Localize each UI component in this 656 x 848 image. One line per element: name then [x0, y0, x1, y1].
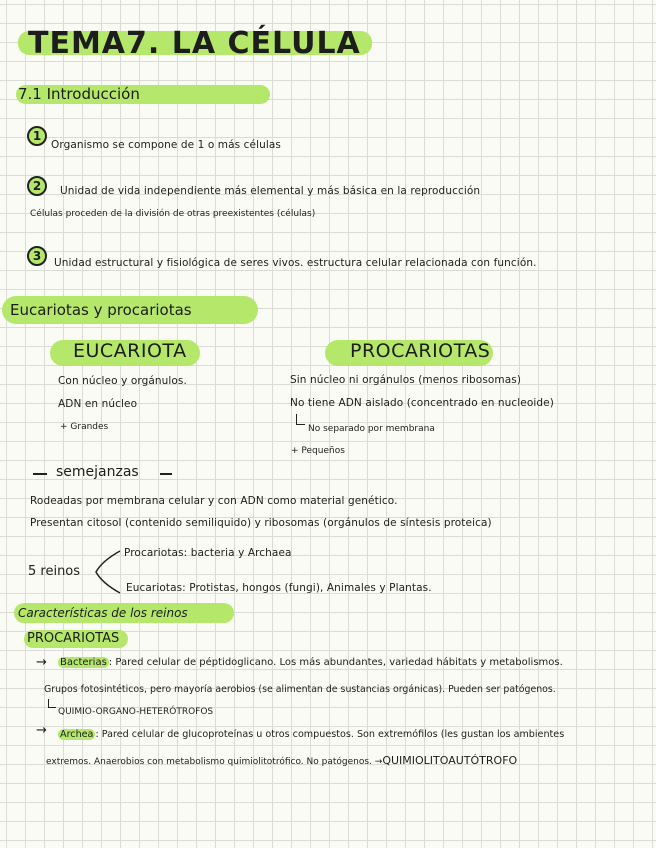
intro-heading: 7.1 Introducción [18, 85, 140, 103]
corner-arrow-icon [296, 414, 305, 425]
euk-prok-heading: Eucariotas y procariotas [10, 301, 192, 319]
procariotas-subheading: PROCARIOTAS [27, 631, 120, 646]
semejanzas-line-1: Rodeadas por membrana celular y con ADN como material genético. [30, 495, 398, 507]
bacterias-row: Bacterias : Pared celular de péptidoglicano. Los más abundantes, variedad hábitats y metabolismos. [60, 657, 563, 668]
procariotas-line-4: + Pequeños [291, 446, 345, 456]
intro-point-1: Organismo se compone de 1 o más células [51, 139, 282, 151]
reinos-procariotas: Procariotas: bacteria y Archaea [124, 547, 292, 559]
archea-line-1: Pared celular de glucoproteínas u otros compuestos. Son extremófilos (les gustan los ambientes [101, 729, 565, 740]
bracket-icon [92, 549, 124, 595]
number-2: 2 [32, 179, 42, 193]
procariotas-title: PROCARIOTAS [350, 340, 491, 362]
dash-right-icon [160, 473, 172, 475]
dash-left-icon [33, 473, 47, 475]
corner-arrow-icon [48, 699, 56, 708]
page-title: TEMA7. LA CÉLULA [28, 26, 361, 61]
semejanzas-heading: semejanzas [56, 464, 139, 480]
procariotas-line-2: No tiene ADN aislado (concentrado en nucleoide) [290, 397, 554, 409]
number-3-badge [27, 246, 47, 266]
caracteristicas-heading: Características de los reinos [18, 606, 188, 620]
archea-line-2: extremos. Anaerobios con metabolismo quimiolitotrófico. No patógenos. [46, 757, 372, 767]
eucariota-line-2: ADN en núcleo [58, 398, 138, 410]
number-1: 1 [32, 129, 42, 143]
intro-point-3: Unidad estructural y fisiológica de seres vivos. estructura celular relacionada con función. [54, 257, 537, 269]
arrow-icon: → [36, 723, 47, 738]
procariotas-line-3: No separado por membrana [308, 424, 435, 434]
bacterias-lead: Bacterias [60, 657, 107, 668]
archea-row: Archea : Pared celular de glucoproteínas u otros compuestos. Son extremófilos (les gustan los ambientes [60, 729, 565, 740]
archea-line-2-tail: QUIMIOLITOAUTÓTROFO [382, 754, 518, 767]
reinos-eucariotas: Eucariotas: Protistas, hongos (fungi), Animales y Plantas. [126, 582, 432, 594]
arrow-icon: → [374, 757, 383, 767]
archea-lead: Archea [60, 729, 94, 740]
number-3: 3 [32, 249, 42, 263]
bacterias-line-2: Grupos fotosintéticos, pero mayoría aerobios (se alimentan de sustancias orgánicas). Pueden ser patógenos. [44, 684, 556, 695]
number-2-badge [27, 176, 47, 196]
eucariota-title: EUCARIOTA [73, 340, 187, 362]
number-1-badge [27, 126, 47, 146]
semejanzas-line-2: Presentan citosol (contenido semiliquido) y ribosomas (orgánulos de síntesis proteica) [30, 517, 492, 529]
arrow-icon: → [36, 655, 47, 670]
eucariota-line-1: Con núcleo y orgánulos. [58, 375, 187, 387]
intro-point-2: Unidad de vida independiente más elemental y más básica en la reproducción [60, 185, 481, 197]
eucariota-line-3: + Grandes [60, 422, 109, 432]
procariotas-line-1: Sin núcleo ni orgánulos (menos ribosomas) [290, 374, 522, 386]
reinos-label: 5 reinos [28, 564, 81, 579]
intro-point-2-sub: Células proceden de la división de otras preexistentes (células) [30, 209, 316, 219]
bacterias-line-1: Pared celular de péptidoglicano. Los más abundantes, variedad hábitats y metabolismos. [115, 657, 563, 668]
bacterias-line-3: QUIMIO-ORGANO-HETERÓTROFOS [58, 707, 214, 717]
archea-line-2-row [46, 754, 517, 767]
